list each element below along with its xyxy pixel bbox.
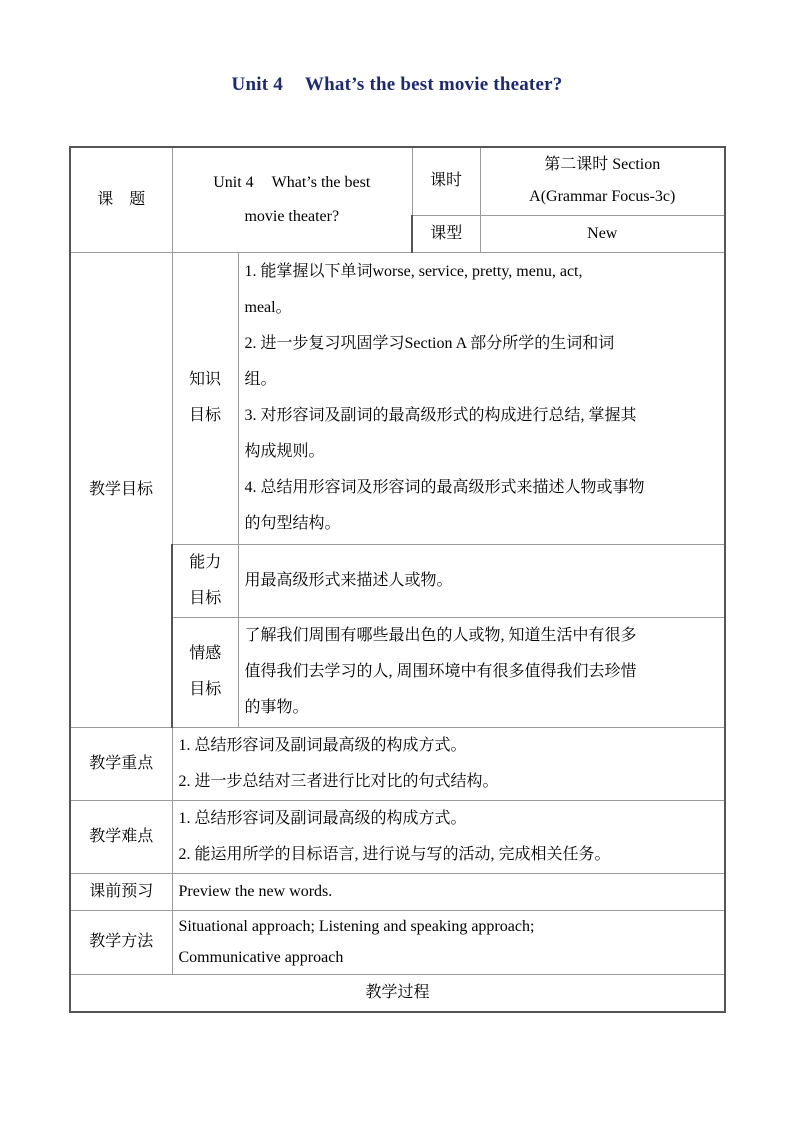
preview-content-cell — [172, 873, 725, 910]
emotion-line-3: 的事物。 — [244, 699, 309, 716]
process-label: 教学过程 — [365, 983, 430, 1001]
emotion-label-cell — [172, 617, 238, 727]
key-points-label: 教学重点 — [89, 754, 154, 772]
ability-text: 用最高级形式来描述人或物。 — [244, 571, 453, 589]
preview-row — [70, 873, 725, 910]
knowledge-line-1: 1. 能掌握以下单词worse, service, pretty, menu, act, — [244, 263, 583, 280]
process-row — [70, 974, 725, 1012]
period-value-cell — [480, 147, 725, 215]
emotion-line-2: 值得我们去学习的人, 周围环境中有很多值得我们去珍惜 — [244, 663, 637, 680]
document-title — [0, 74, 794, 96]
ability-label-a: 能力 — [189, 553, 222, 571]
emotion-label-a: 情感 — [189, 645, 222, 662]
knowledge-line-2: meal。 — [244, 299, 292, 316]
knowledge-label-a: 知识 — [188, 371, 221, 388]
period-value-b: A(Grammar Focus-3c) — [529, 188, 676, 206]
type-value-cell — [480, 215, 725, 252]
emotion-content-cell — [238, 617, 725, 727]
knowledge-line-7: 4. 总结用形容词及形容词的最高级形式来描述人物或事物 — [244, 479, 645, 496]
type-label: 课型 — [430, 224, 463, 242]
difficulties-label-cell — [70, 800, 172, 873]
period-value-a: 第二课时 Section — [544, 156, 661, 174]
title-question: What’s the best movie theater? — [304, 74, 563, 95]
key-points-row — [70, 727, 725, 800]
key-point-1: 1. 总结形容词及副词最高级的构成方式。 — [178, 736, 467, 754]
knowledge-row — [70, 252, 725, 544]
emotion-label-b: 目标 — [189, 681, 222, 698]
preview-text: Preview the new words. — [178, 882, 333, 900]
emotion-line-1: 了解我们周围有哪些最出色的人或物, 知道生活中有很多 — [244, 627, 637, 644]
methods-line-2: Communicative approach — [178, 949, 344, 966]
topic-label-cell — [70, 147, 172, 252]
difficulties-label: 教学难点 — [89, 827, 154, 845]
knowledge-label-cell — [172, 252, 238, 544]
process-label-cell — [70, 974, 725, 1012]
methods-line-1: Situational approach; Listening and speaking approach; — [178, 918, 535, 935]
knowledge-content-cell — [238, 252, 725, 544]
knowledge-line-3: 2. 进一步复习巩固学习Section A 部分所学的生词和词 — [244, 335, 615, 352]
key-point-2: 2. 进一步总结对三者进行比对比的句式结构。 — [178, 772, 499, 790]
topic-unit: Unit 4 — [213, 173, 254, 191]
type-value: New — [587, 224, 618, 242]
lesson-plan-table — [69, 146, 726, 1013]
title-unit: Unit 4 — [231, 74, 283, 95]
preview-label: 课前预习 — [89, 882, 154, 900]
knowledge-line-5: 3. 对形容词及副词的最高级形式的构成进行总结, 掌握其 — [244, 407, 637, 424]
key-points-label-cell — [70, 727, 172, 800]
difficulty-1: 1. 总结形容词及副词最高级的构成方式。 — [178, 809, 467, 827]
type-label-cell — [412, 215, 480, 252]
topic-row — [70, 147, 725, 215]
ability-content-cell — [238, 544, 725, 617]
difficulty-2: 2. 能运用所学的目标语言, 进行说与写的活动, 完成相关任务。 — [178, 845, 611, 863]
methods-row — [70, 910, 725, 974]
ability-label-cell — [172, 544, 238, 617]
knowledge-line-4: 组。 — [244, 371, 277, 388]
difficulties-content-cell — [172, 800, 725, 873]
preview-label-cell — [70, 873, 172, 910]
objectives-label: 教学目标 — [88, 480, 153, 498]
topic-value-cell — [172, 147, 412, 252]
methods-content-cell — [172, 910, 725, 974]
methods-label: 教学方法 — [89, 933, 154, 950]
methods-label-cell — [70, 910, 172, 974]
knowledge-line-6: 构成规则。 — [244, 443, 325, 460]
topic-label: 课 题 — [97, 190, 146, 208]
topic-question-b: movie theater? — [244, 207, 340, 225]
knowledge-line-8: 的句型结构。 — [244, 515, 341, 532]
key-points-content-cell — [172, 727, 725, 800]
ability-label-b: 目标 — [189, 589, 222, 607]
topic-question-a: What’s the best — [271, 173, 371, 191]
difficulties-row — [70, 800, 725, 873]
objectives-label-cell — [70, 252, 172, 727]
period-label: 课时 — [429, 172, 462, 190]
knowledge-label-b: 目标 — [188, 407, 221, 424]
period-label-cell — [412, 147, 480, 215]
